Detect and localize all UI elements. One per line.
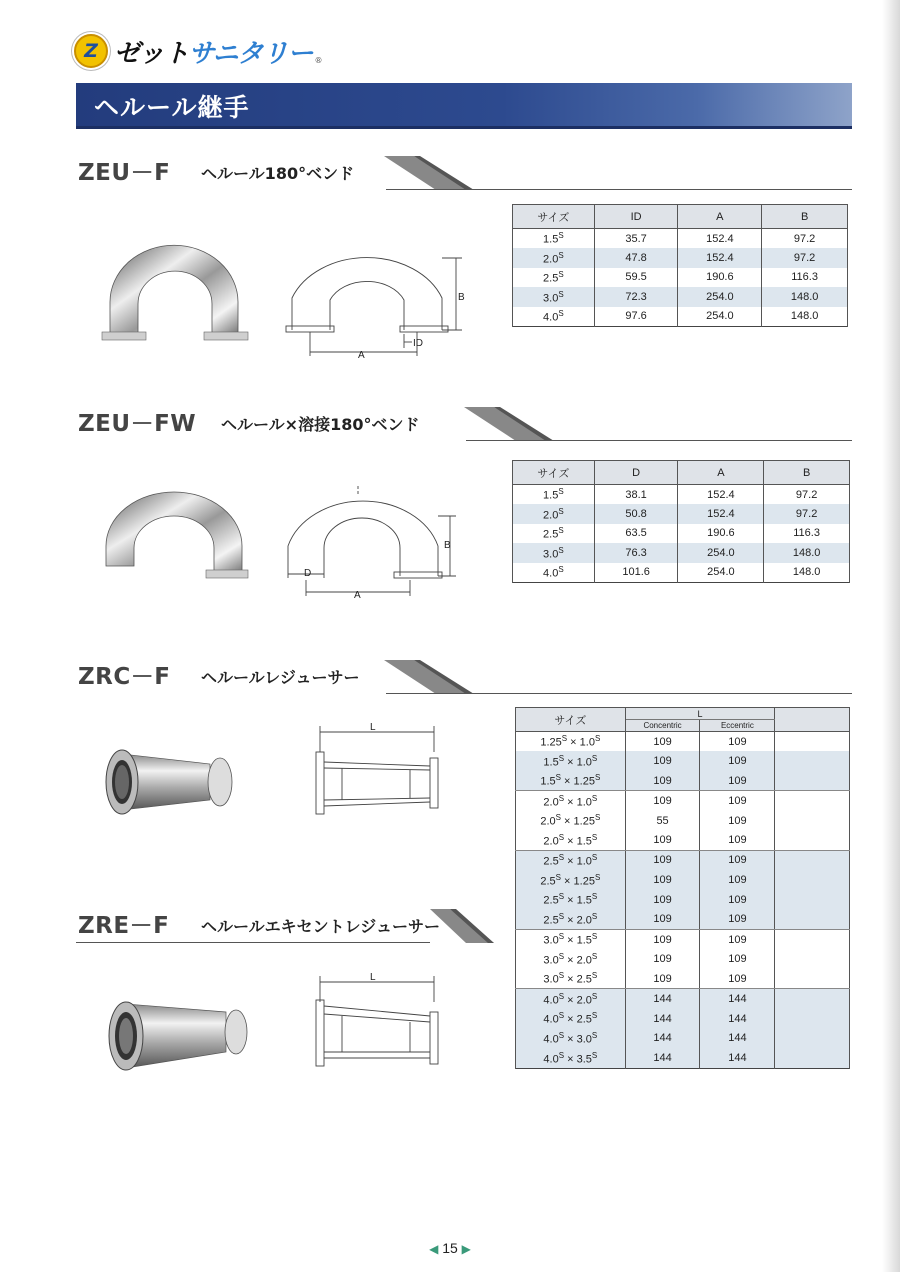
column-header: B (764, 461, 850, 485)
zre-f-dimension-drawing (306, 972, 446, 1084)
dim-label-l: L (370, 722, 376, 733)
table-row: $3.0^S$ 72.3 254.0 148.0 (513, 287, 848, 307)
column-header: A (678, 461, 764, 485)
reducer-spec-table (515, 707, 850, 1069)
column-header: D (594, 461, 678, 485)
heading-swoosh-icon (464, 401, 554, 441)
table-row: $2.0^S$ 50.8 152.4 97.2 (513, 504, 850, 524)
zeu-fw-product-photo (102, 488, 250, 583)
product-name: ヘルール×溶接180°ベンド (221, 415, 420, 434)
table-row: $3.0^S \times 1.5^S$ 109 109 (516, 929, 850, 949)
table-row: $1.5^S \times 1.25^S$ 109 109 (516, 771, 850, 791)
table-row: $1.5^S$ 38.1 152.4 97.2 (513, 485, 850, 505)
dim-label-a: A (354, 590, 361, 601)
table-row: $2.5^S \times 1.25^S$ 109 109 (516, 870, 850, 890)
table-row: $3.0^S \times 2.0^S$ 109 109 (516, 949, 850, 969)
page-edge (882, 0, 900, 1272)
table-row: $2.0^S \times 1.5^S$ 109 109 (516, 830, 850, 850)
table-row: $2.0^S \times 1.25^S$ 55 109 (516, 811, 850, 831)
dim-label-d: D (304, 568, 312, 579)
zrc-f-product-photo (102, 742, 242, 822)
page-number: ◀ 15 ▶ (429, 1240, 471, 1256)
dim-label-b: B (458, 292, 465, 303)
registered-mark: ® (314, 56, 323, 65)
column-header: サイズ (516, 708, 626, 732)
page-title: ヘルール継手 (94, 93, 250, 122)
column-header: サイズ (513, 461, 595, 485)
brand-logo (74, 33, 322, 69)
title-banner (76, 83, 852, 129)
table-row: $4.0^S \times 3.5^S$ 144 144 (516, 1048, 850, 1068)
table-row: $4.0^S$ 97.6 254.0 148.0 (513, 307, 848, 327)
table-row: $1.5^S \times 1.0^S$ 109 109 (516, 751, 850, 771)
column-header-concentric: Concentric (625, 720, 700, 732)
product-code: ZEU－FW (78, 411, 197, 437)
table-row: $2.5^S \times 1.0^S$ 109 109 (516, 850, 850, 870)
table-row: $1.5^S$ 35.7 152.4 97.2 (513, 229, 848, 249)
table-row: $1.25^S \times 1.0^S$ 109 109 (516, 732, 850, 752)
table-row: $3.0^S$ 76.3 254.0 148.0 (513, 543, 850, 563)
section-heading-zrc-f (76, 654, 852, 694)
column-header: ID (594, 205, 678, 229)
product-name: ヘルール180°ベンド (201, 164, 355, 183)
table-row: $2.5^S$ 63.5 190.6 116.3 (513, 524, 850, 544)
reducer-table-body (516, 732, 850, 1069)
column-header: B (762, 205, 848, 229)
zeu-f-dimension-drawing (280, 238, 480, 363)
table-row: $2.0^S$ 47.8 152.4 97.2 (513, 248, 848, 268)
dim-label-l: L (370, 972, 376, 983)
section-heading-zeu-fw (76, 401, 852, 441)
heading-swoosh-icon (384, 654, 474, 694)
table-row: $4.0^S$ 101.6 254.0 148.0 (513, 563, 850, 583)
product-name: ヘルールエキセントレジューサー (201, 917, 440, 936)
table-row: $3.0^S \times 2.5^S$ 109 109 (516, 969, 850, 989)
column-header-l: L (625, 708, 775, 720)
table-row: $4.0^S \times 2.0^S$ 144 144 (516, 989, 850, 1009)
zeu-f-product-photo (100, 240, 250, 345)
zre-f-product-photo (104, 996, 254, 1076)
product-code: ZEU－F (78, 160, 171, 186)
product-code: ZRC－F (78, 664, 171, 690)
table-row: $4.0^S \times 3.0^S$ 144 144 (516, 1028, 850, 1048)
table-row: $2.5^S \times 1.5^S$ 109 109 (516, 890, 850, 910)
next-arrow-icon: ▶ (461, 1242, 471, 1256)
zeu-fw-dimension-drawing (282, 486, 482, 601)
column-header: サイズ (513, 205, 595, 229)
product-name: ヘルールレジューサー (201, 668, 360, 687)
heading-swoosh-icon (384, 150, 474, 190)
logo-wordmark: ゼットサニタリー (114, 38, 313, 69)
dim-label-a: A (358, 350, 365, 361)
table-row: $2.5^S$ 59.5 190.6 116.3 (513, 268, 848, 288)
column-header: A (678, 205, 762, 229)
table-row: $4.0^S \times 2.5^S$ 144 144 (516, 1009, 850, 1029)
product-code: ZRE－F (78, 913, 170, 939)
zeu-fw-spec-table (512, 460, 850, 583)
dim-label-id: ID (413, 338, 423, 349)
heading-swoosh-icon (430, 903, 494, 943)
zeu-f-spec-table (512, 204, 848, 327)
section-heading-zeu-f (76, 150, 852, 190)
dim-label-b: B (444, 540, 451, 551)
logo-emblem-icon: Z (74, 34, 108, 68)
table-row: $2.5^S \times 2.0^S$ 109 109 (516, 910, 850, 930)
column-header-eccentric: Eccentric (700, 720, 775, 732)
zrc-f-dimension-drawing (306, 722, 446, 832)
prev-arrow-icon: ◀ (429, 1242, 439, 1256)
table-row: $2.0^S \times 1.0^S$ 109 109 (516, 791, 850, 811)
